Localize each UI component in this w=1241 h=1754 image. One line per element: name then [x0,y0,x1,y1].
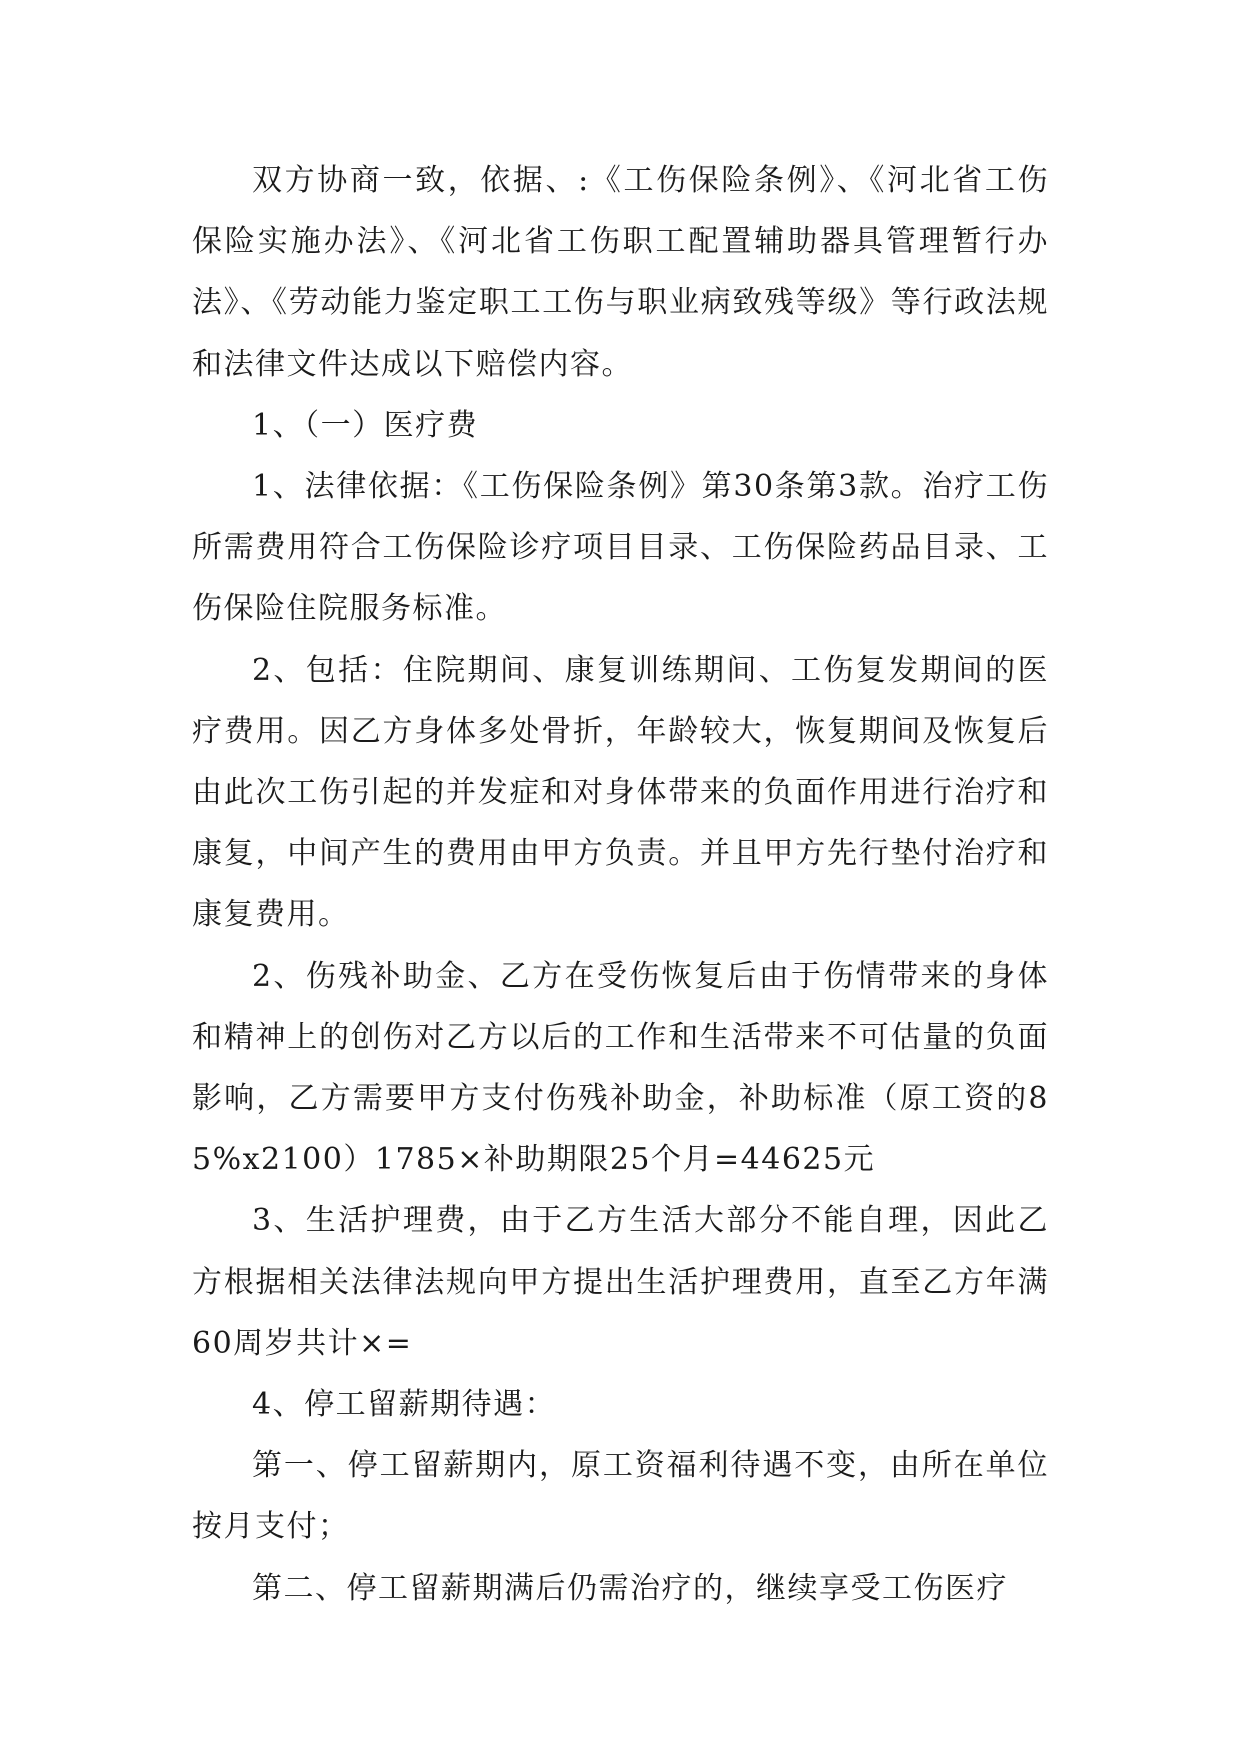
paragraph-legal-basis: 1、法律依据：《工伤保险条例》第30条第3款。治疗工伤所需费用符合工伤保险诊疗项目目录、工伤保险药品目录、工伤保险住院服务标准。 [192,469,1049,627]
paragraph-first-item: 第一、停工留薪期内，原工资福利待遇不变，由所在单位按月支付； [192,1448,1049,1545]
document-body [192,150,1049,1619]
paragraph-medical-scope: 2、包括：住院期间、康复训练期间、工伤复发期间的医疗费用。因乙方身体多处骨折，年龄较大，恢复期间及恢复后由此次工伤引起的并发症和对身体带来的负面作用进行治疗和康复，中间产生的费用由甲方负责。并且甲方先行垫付治疗和康复费用。 [192,652,1049,933]
paragraph-medical-heading: 1、（一）医疗费 [252,407,479,443]
paragraph-disability-subsidy: 2、伤残补助金、乙方在受伤恢复后由于伤情带来的身体和精神上的创伤对乙方以后的工作和生活带来不可估量的负面影响，乙方需要甲方支付伤残补助金，补助标准（原工资的85%x2100）1785×补助期限25个月=44625元 [192,958,1049,1178]
paragraph-agreement-basis: 双方协商一致，依据、:《工伤保险条例》、《河北省工伤保险实施办法》、《河北省工伤职工配置辅助器具管理暂行办法》、《劳动能力鉴定职工工伤与职业病致残等级》等行政法规和法律文件达成以下赔偿内容。 [192,163,1049,382]
paragraph-work-stoppage-heading: 4、停工留薪期待遇： [252,1387,557,1423]
paragraph-second-item: 第二、停工留薪期满后仍需治疗的，继续享受工伤医疗 [252,1570,1008,1606]
paragraph-nursing-fee: 3、生活护理费，由于乙方生活大部分不能自理，因此乙方根据相关法律法规向甲方提出生活护理费用，直至乙方年满60周岁共计×= [192,1203,1049,1361]
